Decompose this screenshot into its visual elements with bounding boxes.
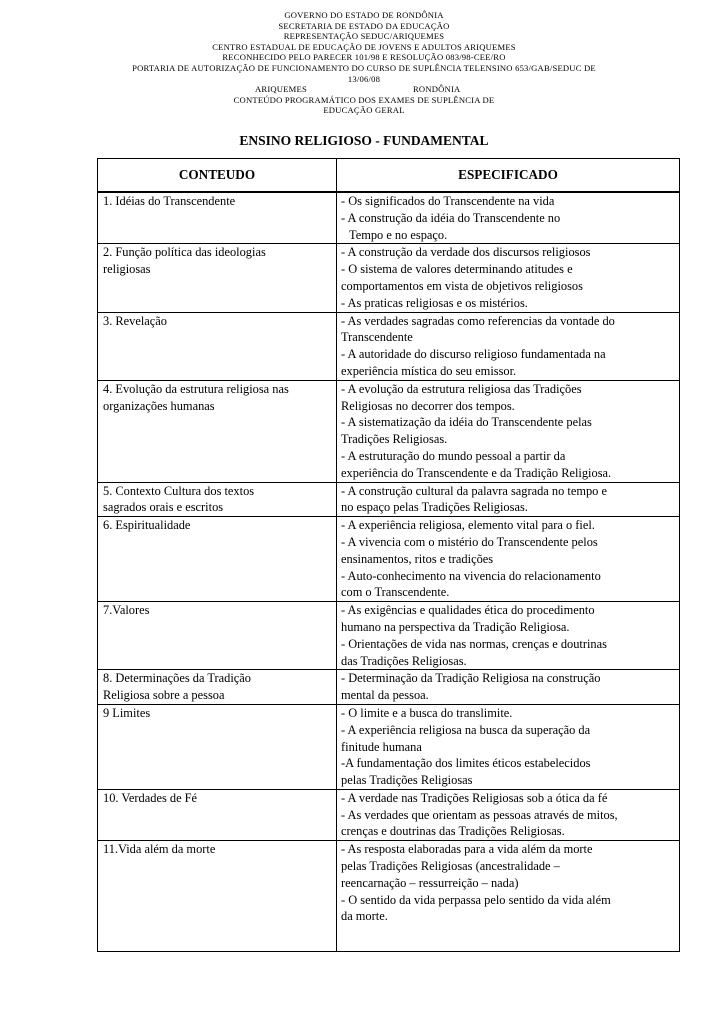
topic-cell [98, 380, 337, 482]
specification-text: - O sistema de valores determinando atitudes e [341, 262, 573, 277]
table-body [98, 192, 680, 952]
specification-text: -A fundamentação dos limites éticos estabelecidos [341, 756, 591, 771]
topic-text: 10. Verdades de Fé [103, 790, 198, 805]
topic-cell [98, 482, 337, 517]
topic-cell [98, 192, 337, 244]
topic-text: organizações humanas [103, 398, 215, 413]
table-row [98, 482, 680, 517]
specification-cell [337, 517, 680, 602]
topic-cell [98, 602, 337, 670]
topic-cell [98, 312, 337, 380]
specification-text: - A sistematização da idéia do Transcendente pelas [341, 415, 592, 430]
specification-text: - As verdades que orientam as pessoas através de mitos, [341, 807, 618, 822]
table-row [98, 244, 680, 312]
specification-text: mental da pessoa. [341, 688, 429, 703]
specification-text: - As verdades sagradas como referencias da vontade do [341, 313, 615, 328]
document-header [0, 10, 728, 116]
header-line-date: 13/06/08 [347, 73, 381, 84]
specification-cell [337, 841, 680, 952]
specification-text: - Auto-conhecimento na vivencia do relacionamento [341, 568, 601, 583]
specification-text: Transcendente [341, 330, 413, 345]
topic-text: 8. Determinações da Tradição [103, 671, 251, 686]
header-line-representation: REPRESENTAÇÃO SEDUC/ARIQUEMES [283, 31, 445, 42]
page-title: ENSINO RELIGIOSO - FUNDAMENTAL [239, 133, 489, 148]
specification-text: - A construção da verdade dos discursos religiosos [341, 245, 591, 260]
specification-text: pelas Tradições Religiosas (ancestralidade – [341, 859, 560, 874]
topic-text: 1. Idéias do Transcendente [103, 194, 236, 208]
table-row [98, 192, 680, 244]
specification-text: Religiosas no decorrer dos tempos. [341, 398, 515, 413]
specification-text: pelas Tradições Religiosas [341, 773, 473, 788]
header-line-government: GOVERNO DO ESTADO DE RONDÔNIA [284, 10, 444, 20]
table-row [98, 704, 680, 789]
topic-text: 3. Revelação [103, 313, 167, 328]
specification-text: - Os significados do Transcendente na vida [341, 194, 555, 208]
specification-text: - As resposta elaboradas para a vida além da morte [341, 842, 593, 857]
table-row [98, 789, 680, 840]
specification-text: - A construção da idéia do Transcendente no [341, 210, 561, 225]
specification-text: - Orientações de vida nas normas, crenças e doutrinas [341, 636, 607, 651]
specification-cell [337, 482, 680, 517]
specification-cell [337, 602, 680, 670]
specification-text: crenças e doutrinas das Tradições Religiosas. [341, 824, 565, 839]
specification-text: - O sentido da vida perpassa pelo sentido da vida além [341, 892, 611, 907]
header-program-line-2: EDUCAÇÃO GERAL [323, 105, 405, 116]
topic-text: sagrados orais e escritos [103, 500, 224, 515]
table-row [98, 312, 680, 380]
header-place-left: ARIQUEMES [255, 84, 307, 95]
specification-text: - A construção cultural da palavra sagrada no tempo e [341, 483, 607, 498]
topic-cell [98, 841, 337, 952]
specification-text: Tempo e no espaço. [349, 227, 448, 242]
header-place-right: RONDÔNIA [413, 84, 461, 95]
topic-text: 7.Valores [103, 603, 150, 618]
specification-text: - A evolução da estrutura religiosa das Tradições [341, 381, 582, 396]
column-header-content: CONTEUDO [98, 159, 337, 193]
specification-text: da morte. [341, 909, 388, 924]
topic-cell [98, 244, 337, 312]
specification-text: - As praticas religiosas e os mistérios. [341, 295, 528, 310]
topic-cell [98, 517, 337, 602]
specification-text: experiência do Transcendente e da Tradição Religiosa. [341, 465, 612, 480]
content-table [97, 158, 680, 952]
topic-cell [98, 789, 337, 840]
specification-text: humano na perspectiva da Tradição Religiosa. [341, 619, 570, 634]
specification-cell [337, 192, 680, 244]
specification-text: ensinamentos, ritos e tradições [341, 551, 494, 566]
specification-cell [337, 312, 680, 380]
specification-text: com o Transcendente. [341, 585, 450, 600]
specification-cell [337, 244, 680, 312]
table-row [98, 517, 680, 602]
specification-text: - A verdade nas Tradições Religiosas sob a ótica da fé [341, 790, 608, 805]
specification-text: - A autoridade do discurso religioso fundamentada na [341, 347, 606, 362]
table-row [98, 380, 680, 482]
header-program-line-1: CONTEÚDO PROGRAMÁTICO DOS EXAMES DE SUPLÊNCIA DE [233, 94, 495, 105]
topic-text: 11.Vida além da morte [103, 842, 216, 857]
header-line-ordinance: PORTARIA DE AUTORIZAÇÃO DE FUNCIONAMENTO DO CURSO DE SUPLÊNCIA TELENSINO 653/GAB/SEDUC DE [132, 62, 596, 73]
topic-text: 2. Função política das ideologias [103, 245, 266, 260]
specification-text: das Tradições Religiosas. [341, 653, 467, 668]
header-line-secretariat: SECRETARIA DE ESTADO DA EDUCAÇÃO [278, 20, 450, 31]
topic-text: 4. Evolução da estrutura religiosa nas [103, 381, 289, 396]
specification-text: - A estruturação do mundo pessoal a partir da [341, 448, 566, 463]
specification-text: - A vivencia com o mistério do Transcendente pelos [341, 534, 598, 549]
header-line-recognition: RECONHECIDO PELO PARECER 101/98 E RESOLUÇÃO 083/98-CEE/RO [222, 52, 506, 63]
specification-text: - A experiência religiosa, elemento vital para o fiel. [341, 518, 595, 533]
specification-text: finitude humana [341, 739, 422, 754]
topic-text: religiosas [103, 262, 151, 277]
specification-text: - O limite e a busca do translimite. [341, 705, 513, 720]
specification-cell [337, 789, 680, 840]
header-place-row [0, 84, 728, 95]
specification-cell [337, 704, 680, 789]
topic-text: 6. Espiritualidade [103, 518, 191, 533]
column-header-specified: ESPECIFICADO [337, 159, 680, 193]
specification-cell [337, 380, 680, 482]
topic-cell [98, 670, 337, 705]
table-row [98, 841, 680, 952]
specification-cell [337, 670, 680, 705]
header-line-center: CENTRO ESTADUAL DE EDUCAÇÃO DE JOVENS E ADULTOS ARIQUEMES [212, 41, 516, 52]
table-header-row [98, 159, 680, 193]
topic-cell [98, 704, 337, 789]
specification-text: experiência mística do seu emissor. [341, 363, 517, 378]
specification-text: - Determinação da Tradição Religiosa na construção [341, 671, 601, 686]
table-row [98, 602, 680, 670]
topic-text: 9 Limites [103, 705, 151, 720]
table-row [98, 670, 680, 705]
topic-text: Religiosa sobre a pessoa [103, 688, 225, 703]
specification-text: reencarnação – ressurreição – nada) [341, 875, 519, 890]
specification-text: comportamentos em vista de objetivos religiosos [341, 278, 583, 293]
topic-text: 5. Contexto Cultura dos textos [103, 483, 255, 498]
specification-text: - As exigências e qualidades ética do procedimento [341, 603, 595, 618]
specification-text: - A experiência religiosa na busca da superação da [341, 722, 591, 737]
specification-text: no espaço pelas Tradições Religiosas. [341, 500, 528, 515]
specification-text: Tradições Religiosas. [341, 432, 448, 447]
